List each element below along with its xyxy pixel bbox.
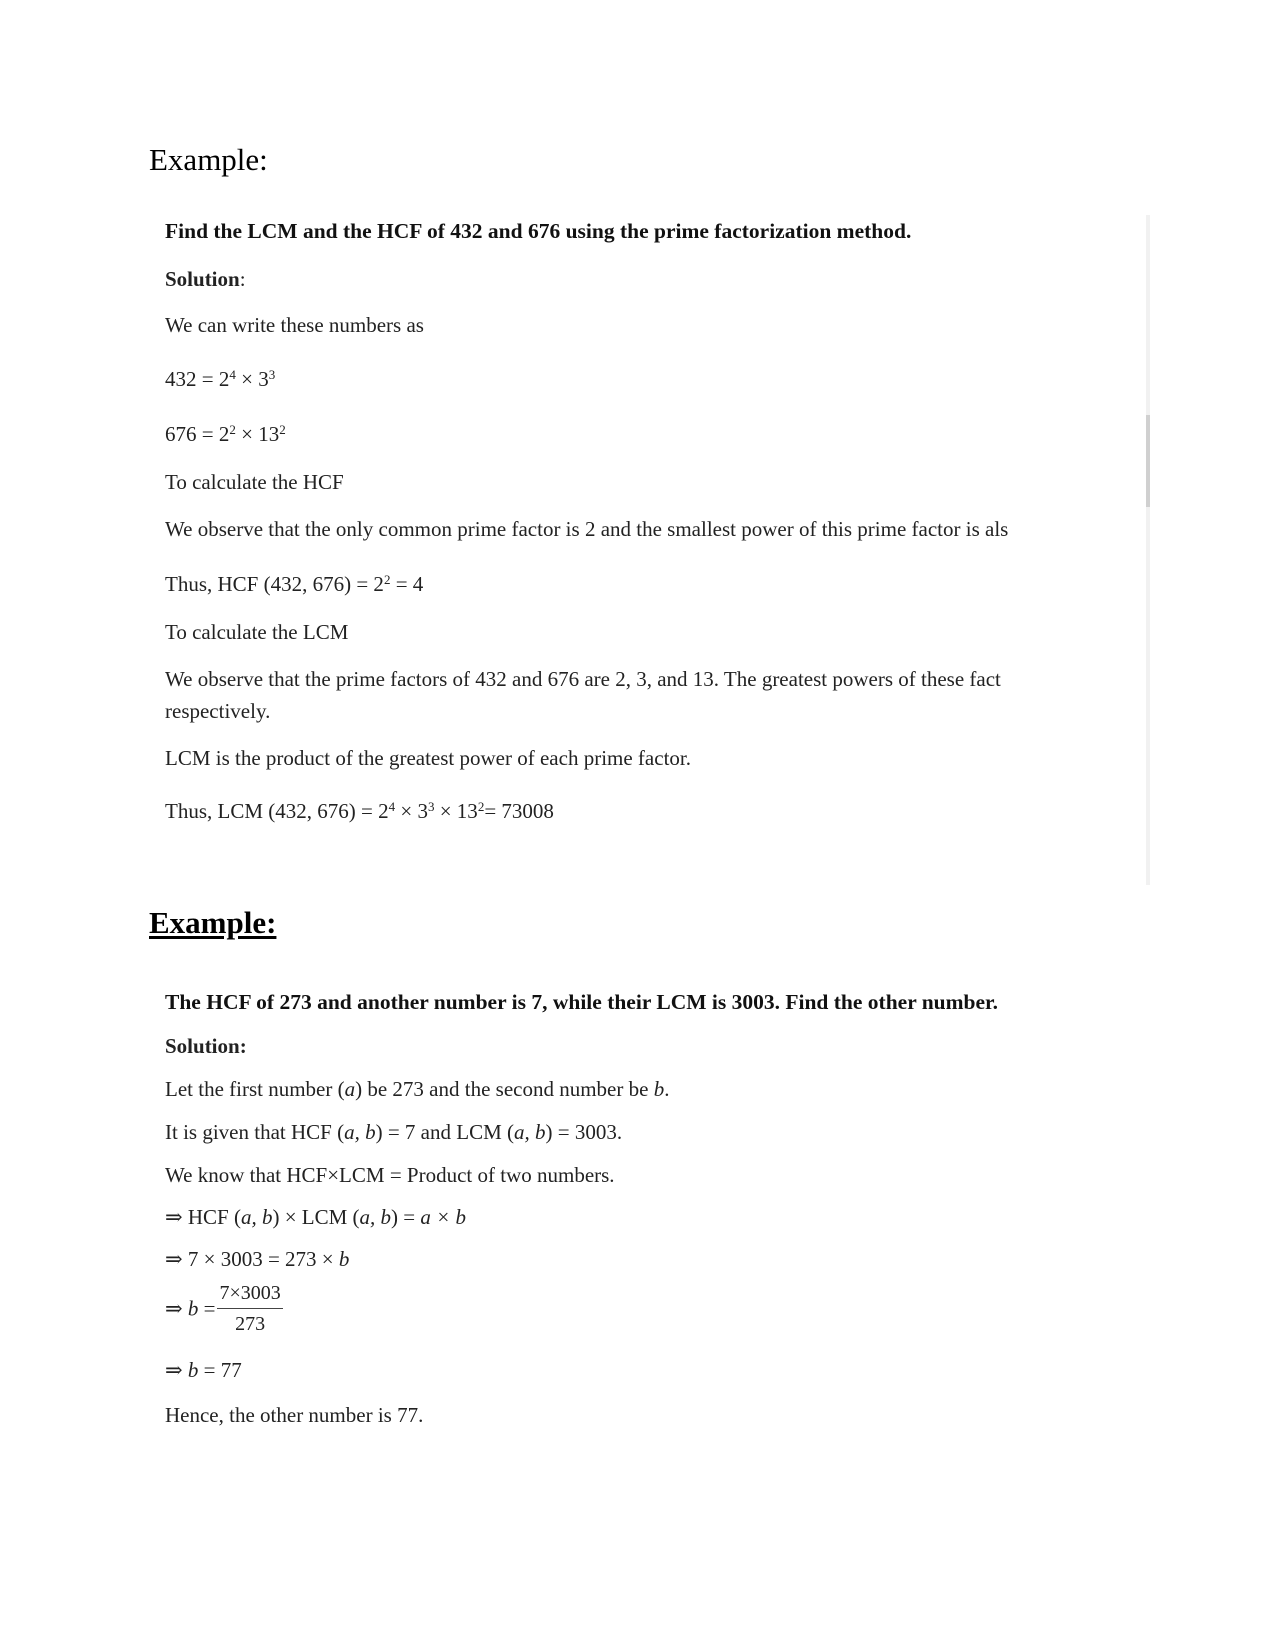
l4-b: ) × LCM ( bbox=[272, 1205, 360, 1229]
hcf-res-prefix: Thus, HCF (432, 676) = 2 bbox=[165, 572, 384, 596]
example-1-hcf-title: To calculate the HCF bbox=[165, 470, 344, 494]
lcm-res-exp2: 3 bbox=[427, 798, 435, 814]
f2-exp2: 2 bbox=[279, 421, 286, 437]
l6-b: b bbox=[187, 1296, 199, 1321]
f1-exp2: 3 bbox=[268, 366, 276, 382]
example-1-lcm-title: To calculate the LCM bbox=[165, 620, 349, 644]
l4-ab2: a, b bbox=[359, 1205, 392, 1229]
l6-eq: = bbox=[198, 1296, 216, 1321]
example-2-line-let bbox=[165, 1077, 669, 1102]
example-1-line-write: We can write these numbers as bbox=[165, 313, 424, 337]
l4-ab1: a, b bbox=[240, 1205, 273, 1229]
l2-ab1: a, b bbox=[344, 1120, 376, 1144]
f1-mid: × 3 bbox=[235, 367, 269, 391]
f2-exp1: 2 bbox=[229, 421, 236, 437]
l1-c: . bbox=[664, 1077, 670, 1101]
var-a: a bbox=[344, 1077, 356, 1101]
example-2-line-substitute bbox=[165, 1247, 349, 1272]
solution-label-text: Solution bbox=[165, 267, 240, 291]
example-2-heading: Example: bbox=[149, 905, 277, 940]
example-1-panel bbox=[150, 205, 1150, 885]
var-b: b bbox=[653, 1077, 665, 1101]
scrollbar-thumb[interactable] bbox=[1146, 415, 1150, 507]
fraction-denominator: 273 bbox=[235, 1313, 266, 1335]
example-1-lcm-result bbox=[165, 799, 554, 824]
example-1-factorization-676 bbox=[165, 422, 286, 447]
solution-colon: : bbox=[239, 267, 246, 291]
example-2-line-formula bbox=[165, 1205, 466, 1230]
l2-a: It is given that HCF ( bbox=[165, 1120, 345, 1144]
l6-a: ⇒ bbox=[165, 1296, 188, 1321]
l2-b: ) = 7 and LCM ( bbox=[375, 1120, 514, 1144]
l2-c: ) = 3003. bbox=[545, 1120, 623, 1144]
fraction bbox=[217, 1282, 282, 1336]
example-2-line-conclusion: Hence, the other number is 77. bbox=[165, 1403, 424, 1427]
example-2-line-result bbox=[165, 1358, 242, 1383]
l7-c: = 77 bbox=[198, 1358, 242, 1382]
hcf-res-suffix: = 4 bbox=[390, 572, 424, 596]
example-2-line-fraction bbox=[165, 1282, 283, 1336]
l5-b: b bbox=[338, 1247, 350, 1271]
l4-a: ⇒ HCF ( bbox=[165, 1205, 241, 1229]
l1-a: Let the first number ( bbox=[165, 1077, 345, 1101]
f1-exp1: 4 bbox=[229, 366, 236, 382]
example-2-panel bbox=[150, 980, 1250, 1460]
lcm-res-prefix: Thus, LCM (432, 676) = 2 bbox=[165, 799, 389, 823]
example-1-lcm-rule: LCM is the product of the greatest power of each prime factor. bbox=[165, 746, 691, 770]
example-1-lcm-observation: We observe that the prime factors of 432 and 676 are 2, 3, and 13. The greatest powers of these fact bbox=[165, 667, 1001, 691]
example-2-question: The HCF of 273 and another number is 7, while their LCM is 3003. Find the other number. bbox=[165, 990, 998, 1014]
example-1-lcm-observation-cont: respectively. bbox=[165, 699, 271, 723]
l7-b: b bbox=[187, 1358, 199, 1382]
lcm-res-mid2: × 13 bbox=[434, 799, 478, 823]
lcm-res-mid1: × 3 bbox=[395, 799, 428, 823]
l7-a: ⇒ bbox=[165, 1358, 188, 1382]
example-1-heading: Example: bbox=[149, 142, 268, 177]
f2-mid: × 13 bbox=[235, 422, 280, 446]
lcm-res-exp1: 4 bbox=[388, 798, 396, 814]
l1-b: ) be 273 and the second number be bbox=[355, 1077, 654, 1101]
l5-a: ⇒ 7 × 3003 = 273 × bbox=[165, 1247, 339, 1271]
f2-prefix: 676 = 2 bbox=[165, 422, 230, 446]
fraction-numerator: 7×3003 bbox=[217, 1282, 282, 1309]
l2-ab2: a, b bbox=[514, 1120, 546, 1144]
example-1-scrollbar[interactable] bbox=[1146, 215, 1150, 885]
example-1-solution-label bbox=[165, 267, 246, 292]
example-1-factorization-432 bbox=[165, 367, 275, 392]
lcm-res-suffix: = 73008 bbox=[484, 799, 554, 823]
example-2-line-know: We know that HCF×LCM = Product of two numbers. bbox=[165, 1163, 615, 1187]
l4-c: ) = bbox=[391, 1205, 421, 1229]
example-1-question: Find the LCM and the HCF of 432 and 676 using the prime factorization method. bbox=[165, 219, 912, 243]
lcm-res-exp3: 2 bbox=[477, 798, 485, 814]
example-1-hcf-result bbox=[165, 572, 423, 597]
f1-prefix: 432 = 2 bbox=[165, 367, 230, 391]
example-1-hcf-observation: We observe that the only common prime factor is 2 and the smallest power of this prime factor is als bbox=[165, 517, 1009, 541]
example-2-line-given bbox=[165, 1120, 622, 1145]
l4-axb: a × b bbox=[420, 1205, 467, 1229]
example-2-solution-label: Solution: bbox=[165, 1034, 247, 1058]
hcf-res-exp: 2 bbox=[383, 571, 391, 587]
